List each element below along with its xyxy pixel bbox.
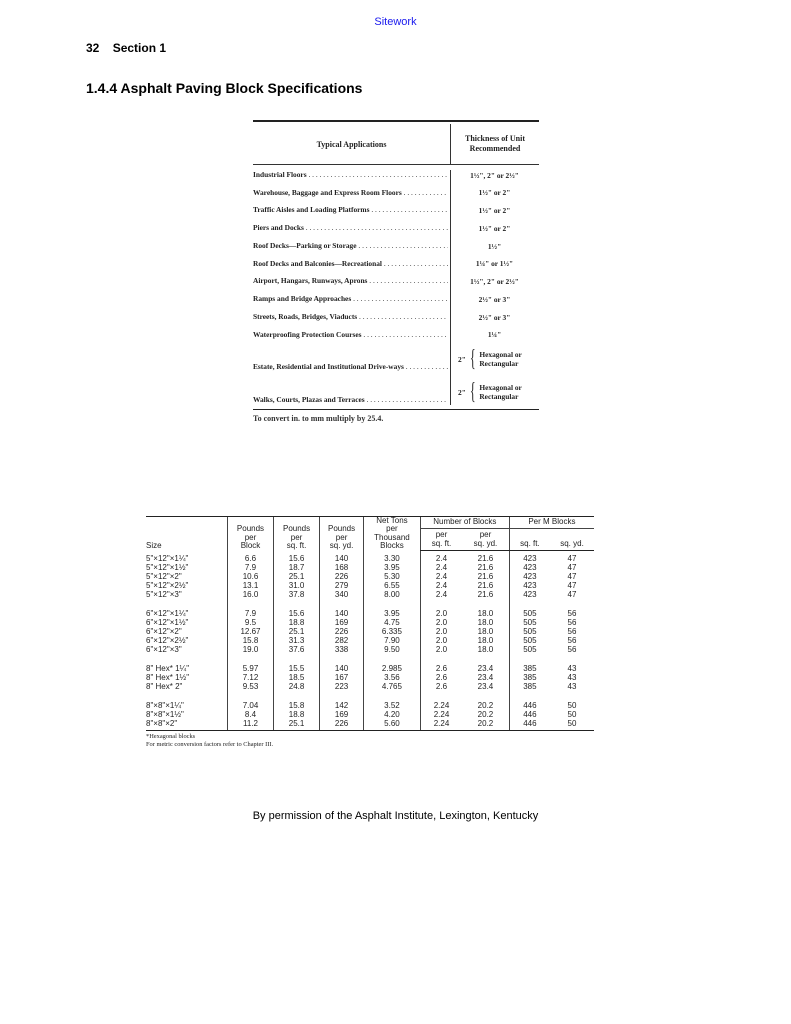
- application-text: Roof Decks—Parking or Storage . . .: [253, 241, 448, 252]
- value-cell: 56: [567, 627, 577, 637]
- table-row: [146, 719, 594, 730]
- value-cell: 50: [567, 719, 577, 729]
- header-perm-sqft: sq. ft.: [509, 528, 550, 550]
- value-cell: 8.4: [227, 710, 273, 719]
- value-cell: 2.0: [420, 627, 462, 636]
- thickness-cell: 1¼" or 1½": [475, 259, 514, 269]
- header-pounds-per-block: [227, 517, 273, 551]
- thickness-cell: 1½" or 2": [478, 206, 511, 216]
- shape-options: [479, 383, 522, 402]
- value-cell: 23.4: [477, 664, 494, 674]
- value-cell: 31.3: [274, 636, 320, 645]
- value-cell: 47: [567, 554, 577, 564]
- value-cell: 338: [320, 645, 364, 654]
- spacer-cell: [420, 691, 462, 701]
- spacer-cell: [227, 599, 273, 609]
- value-cell: 446: [509, 710, 550, 719]
- spacer-cell: [550, 691, 594, 701]
- application-cell: [253, 205, 450, 216]
- shape-option: Hexagonal or: [479, 349, 522, 359]
- value-cell: 18.8: [274, 710, 320, 719]
- value-cell: 56: [567, 609, 577, 619]
- value-cell: 505: [509, 636, 550, 645]
- spacer-cell: [227, 654, 273, 664]
- table-row: [253, 170, 539, 181]
- value-cell: 25.1: [274, 627, 320, 636]
- table-row: [253, 276, 539, 287]
- spacer-cell: [462, 691, 509, 701]
- table-row: [146, 590, 594, 599]
- spacer-cell: [320, 691, 364, 701]
- table-bottom-rule: [253, 409, 539, 410]
- shape-option: Hexagonal or: [479, 382, 522, 392]
- value-cell: 446: [509, 719, 550, 730]
- table-row: [253, 347, 539, 372]
- thickness-cell: 1½" or 2": [478, 223, 511, 233]
- table-body: [253, 170, 539, 405]
- value-cell: 20.2: [477, 710, 494, 720]
- value-cell: 9.53: [227, 682, 273, 691]
- application-cell: [253, 362, 450, 373]
- thickness-cell: 1½", 2" or 2½": [470, 170, 519, 180]
- value-cell: 21.6: [477, 572, 494, 582]
- size-cell: 5"×12"×3": [146, 590, 182, 600]
- table-row: [253, 223, 539, 234]
- table-row: [146, 701, 594, 710]
- value-cell: 505: [509, 618, 550, 627]
- application-text: Waterproofing Protection Courses . . .: [253, 330, 448, 341]
- size-cell: 8"×8"×2": [146, 719, 178, 729]
- spacer-cell: [509, 691, 550, 701]
- value-cell: 21.6: [477, 554, 494, 564]
- footnote: For metric conversion factors refer to Chapter III.: [146, 740, 274, 748]
- value-cell: 10.6: [227, 572, 273, 581]
- header-line: per: [244, 532, 257, 542]
- size-cell: 8" Hex* 2": [146, 682, 183, 692]
- header-line: per: [479, 530, 492, 540]
- value-cell: 7.9: [227, 563, 273, 572]
- value-cell: 50: [567, 710, 577, 720]
- value-cell: 226: [320, 627, 364, 636]
- header-line: Block: [240, 541, 261, 551]
- header-pounds-per-sqft: [274, 517, 320, 551]
- value-cell: 423: [509, 572, 550, 581]
- thickness-cell: 1½": [487, 241, 502, 251]
- value-cell: 15.6: [274, 551, 320, 564]
- value-cell: 18.7: [274, 563, 320, 572]
- value-cell: 2.6: [420, 664, 462, 673]
- value-cell: 56: [567, 618, 577, 628]
- size-cell: 8" Hex* 1½": [146, 673, 190, 683]
- value-cell: 20.2: [477, 701, 494, 711]
- value-cell: 9.5: [227, 618, 273, 627]
- value-cell: 2.4: [420, 581, 462, 590]
- application-text: Ramps and Bridge Approaches . . .: [253, 294, 448, 305]
- header-line: per: [290, 532, 303, 542]
- header-line: sq. yd.: [473, 538, 498, 548]
- header-line: per: [335, 532, 348, 542]
- value-cell: 3.30: [364, 551, 421, 564]
- header-net-tons: [364, 517, 421, 551]
- value-cell: 18.0: [477, 636, 494, 646]
- application-text: Industrial Floors . . .: [253, 170, 448, 181]
- value-cell: 423: [509, 581, 550, 590]
- spacer-cell: [364, 599, 421, 609]
- value-cell: 23.4: [477, 673, 494, 683]
- applications-table: [253, 120, 539, 423]
- value-cell: 12.67: [227, 627, 273, 636]
- value-cell: 5.97: [227, 664, 273, 673]
- size-cell: 8" Hex* 1¼": [146, 664, 190, 674]
- value-cell: 16.0: [227, 590, 273, 599]
- value-cell: 9.50: [364, 645, 421, 654]
- value-cell: 8.00: [364, 590, 421, 599]
- value-cell: 43: [567, 673, 577, 683]
- size-cell: 8"×8"×1½": [146, 710, 184, 720]
- value-cell: 47: [567, 563, 577, 573]
- size-cell: 5"×12"×1½": [146, 563, 189, 573]
- value-cell: 7.90: [364, 636, 421, 645]
- table-row: [253, 312, 539, 323]
- application-text: Roof Decks and Balconies—Recreational . . .: [253, 259, 448, 270]
- value-cell: 6.55: [364, 581, 421, 590]
- table-row: [146, 673, 594, 682]
- credit-line: By permission of the Asphalt Institute, Lexington, Kentucky: [252, 810, 539, 822]
- spacer-cell: [550, 599, 594, 609]
- header-line: sq. ft.: [286, 541, 307, 551]
- value-cell: 23.4: [477, 682, 494, 692]
- header-size: Size: [146, 517, 227, 551]
- value-cell: 21.6: [477, 590, 494, 600]
- value-cell: 56: [567, 636, 577, 646]
- table-row: [253, 259, 539, 270]
- value-cell: 25.1: [274, 719, 320, 730]
- table-row: [253, 380, 539, 405]
- application-text: Traffic Aisles and Loading Platforms . . .: [253, 205, 448, 216]
- table-row: [146, 618, 594, 627]
- running-head: [86, 41, 166, 55]
- column-divider: [450, 170, 451, 405]
- spacer-cell: [320, 599, 364, 609]
- table-row: [146, 627, 594, 636]
- sitework-link[interactable]: Sitework: [374, 16, 417, 28]
- thickness-cell: [450, 380, 539, 405]
- size-cell: 6"×12"×1¼": [146, 609, 189, 619]
- table-row: [146, 551, 594, 564]
- value-cell: 140: [320, 609, 364, 618]
- spacer-cell: [320, 654, 364, 664]
- application-cell: [253, 276, 450, 287]
- value-cell: 2.4: [420, 572, 462, 581]
- group-spacer: [146, 691, 594, 701]
- size-cell: 6"×12"×1½": [146, 618, 189, 628]
- table-row: [253, 205, 539, 216]
- application-cell: [253, 223, 450, 234]
- application-cell: [253, 395, 450, 406]
- table-row: [146, 572, 594, 581]
- value-cell: 37.6: [274, 645, 320, 654]
- footnote: *Hexagonal blocks: [146, 733, 196, 741]
- value-cell: 56: [567, 645, 577, 655]
- table-row: [146, 636, 594, 645]
- table-row: [146, 609, 594, 618]
- spacer-cell: [274, 599, 320, 609]
- spacer-cell: [274, 654, 320, 664]
- thickness-cell: [450, 347, 539, 372]
- thickness-cell: 2½" or 3": [478, 294, 511, 304]
- thickness-cell: 1½", 2" or 2½": [470, 277, 519, 287]
- value-cell: 3.95: [364, 609, 421, 618]
- value-cell: 2.24: [420, 710, 462, 719]
- value-cell: 5.60: [364, 719, 421, 730]
- value-cell: 7.04: [227, 701, 273, 710]
- header-blocks-per-sqft: [420, 528, 462, 550]
- value-cell: 2.24: [420, 701, 462, 710]
- table-row: [253, 294, 539, 305]
- header-line: sq. ft.: [431, 538, 452, 548]
- value-cell: 18.8: [274, 618, 320, 627]
- header-thickness: Thickness of Unit Recommended: [464, 134, 525, 153]
- header-line: per: [435, 530, 448, 540]
- table-footnotes: [146, 733, 594, 748]
- spacer-cell: [462, 599, 509, 609]
- spacer-cell: [364, 654, 421, 664]
- value-cell: 2.985: [364, 664, 421, 673]
- value-cell: 226: [320, 572, 364, 581]
- application-cell: [253, 170, 450, 181]
- value-cell: 13.1: [227, 581, 273, 590]
- table-header: [253, 124, 539, 165]
- brace-glyph: {: [469, 379, 476, 406]
- shape-options: [479, 350, 522, 369]
- spacer-cell: [462, 654, 509, 664]
- size-cell: 5"×12"×2½": [146, 581, 189, 591]
- value-cell: 423: [509, 590, 550, 599]
- value-cell: 18.0: [477, 618, 494, 628]
- value-cell: 5.30: [364, 572, 421, 581]
- header-line: per: [386, 524, 398, 534]
- value-cell: 2.6: [420, 673, 462, 682]
- value-cell: 2.0: [420, 636, 462, 645]
- size-cell: 6"×12"×2": [146, 627, 182, 637]
- header-line: sq. yd.: [329, 541, 354, 551]
- header-applications: Typical Applications: [253, 124, 451, 164]
- application-text: Estate, Residential and Institutional Drive-ways . . .: [253, 362, 448, 373]
- value-cell: 385: [509, 673, 550, 682]
- size-cell: 6"×12"×2½": [146, 636, 189, 646]
- spacer-cell: [364, 691, 421, 701]
- shape-option: Rectangular: [479, 359, 519, 369]
- header-line: Blocks: [380, 541, 404, 551]
- table-row: [146, 645, 594, 654]
- table-body: [146, 551, 594, 731]
- section-title: 1.4.4 Asphalt Paving Block Specifications: [86, 80, 363, 96]
- thickness-value: 2": [458, 387, 466, 397]
- value-cell: 6.335: [364, 627, 421, 636]
- value-cell: 18.0: [477, 627, 494, 637]
- table-row: [253, 330, 539, 341]
- thickness-cell: 2½" or 3": [478, 312, 511, 322]
- value-cell: 3.95: [364, 563, 421, 572]
- value-cell: 2.4: [420, 590, 462, 599]
- header-number-of-blocks: Number of Blocks: [420, 517, 509, 529]
- table-row: [146, 710, 594, 719]
- table-row: [146, 563, 594, 572]
- table-row: [253, 241, 539, 252]
- spacer-cell: [227, 691, 273, 701]
- brace-glyph: {: [469, 346, 476, 373]
- value-cell: 50: [567, 701, 577, 711]
- value-cell: 168: [320, 563, 364, 572]
- value-cell: 505: [509, 645, 550, 654]
- value-cell: 20.2: [477, 719, 494, 729]
- value-cell: 226: [320, 719, 364, 730]
- header-blocks-per-sqyd: [462, 528, 509, 550]
- value-cell: 423: [509, 551, 550, 564]
- spacer-cell: [509, 654, 550, 664]
- value-cell: 2.4: [420, 563, 462, 572]
- value-cell: 167: [320, 673, 364, 682]
- value-cell: 11.2: [227, 719, 273, 730]
- value-cell: 4.20: [364, 710, 421, 719]
- header-pounds-per-sqyd: [320, 517, 364, 551]
- spacer-cell: [146, 654, 227, 664]
- value-cell: 18.0: [477, 645, 494, 655]
- value-cell: 3.56: [364, 673, 421, 682]
- application-cell: [253, 259, 450, 270]
- section-label: Section 1: [112, 41, 167, 55]
- application-cell: [253, 188, 450, 199]
- value-cell: 385: [509, 664, 550, 673]
- application-cell: [253, 312, 450, 323]
- thickness-value: 2": [458, 354, 466, 364]
- header-line: Net Tons: [376, 516, 408, 525]
- value-cell: 2.0: [420, 609, 462, 618]
- size-cell: 8"×8"×1¼": [146, 701, 184, 711]
- value-cell: 18.5: [274, 673, 320, 682]
- page-number: 32: [86, 41, 100, 55]
- value-cell: 3.52: [364, 701, 421, 710]
- value-cell: 25.1: [274, 572, 320, 581]
- value-cell: 7.12: [227, 673, 273, 682]
- spacer-cell: [509, 599, 550, 609]
- value-cell: 21.6: [477, 563, 494, 573]
- value-cell: 19.0: [227, 645, 273, 654]
- value-cell: 47: [567, 572, 577, 582]
- value-cell: 2.6: [420, 682, 462, 691]
- table-row: [146, 682, 594, 691]
- header-line: Pounds: [283, 524, 311, 534]
- value-cell: 47: [567, 581, 577, 591]
- value-cell: 15.5: [274, 664, 320, 673]
- application-text: Airport, Hangars, Runways, Aprons . . .: [253, 276, 448, 287]
- thickness-cell: 1½" or 2": [478, 188, 511, 198]
- value-cell: 169: [320, 618, 364, 627]
- value-cell: 15.8: [227, 636, 273, 645]
- value-cell: 2.24: [420, 719, 462, 730]
- value-cell: 505: [509, 609, 550, 618]
- value-cell: 140: [320, 664, 364, 673]
- application-text: Piers and Docks . . .: [253, 223, 448, 234]
- value-cell: 31.0: [274, 581, 320, 590]
- header-line: Pounds: [328, 524, 356, 534]
- application-cell: [253, 241, 450, 252]
- application-text: Walks, Courts, Plazas and Terraces . . .: [253, 395, 448, 406]
- value-cell: 385: [509, 682, 550, 691]
- table-row: [253, 188, 539, 199]
- size-cell: 5"×12"×1¼": [146, 553, 189, 563]
- thickness-cell: 1¼": [487, 330, 502, 340]
- value-cell: 140: [320, 551, 364, 564]
- table-top-rule: [253, 120, 539, 122]
- value-cell: 2.4: [420, 551, 462, 564]
- group-spacer: [146, 599, 594, 609]
- application-text: Warehouse, Baggage and Express Room Floors . . .: [253, 188, 448, 199]
- value-cell: 21.6: [477, 581, 494, 591]
- header-perm-sqyd: sq. yd.: [550, 528, 594, 550]
- value-cell: 24.8: [274, 682, 320, 691]
- value-cell: 340: [320, 590, 364, 599]
- spacer-cell: [274, 691, 320, 701]
- header-line: Pounds: [236, 524, 265, 534]
- value-cell: 37.8: [274, 590, 320, 599]
- table-row: [146, 581, 594, 590]
- header-line: Thousand: [374, 532, 410, 542]
- value-cell: 18.0: [477, 609, 494, 619]
- value-cell: 15.8: [274, 701, 320, 710]
- group-spacer: [146, 654, 594, 664]
- spacer-cell: [146, 691, 227, 701]
- value-cell: 43: [567, 664, 577, 674]
- size-cell: 5"×12"×2": [146, 572, 182, 582]
- shape-option: Rectangular: [479, 392, 519, 402]
- value-cell: 7.9: [227, 609, 273, 618]
- header-per-m-blocks: Per M Blocks: [509, 517, 594, 529]
- value-cell: 423: [509, 563, 550, 572]
- value-cell: 4.765: [364, 682, 421, 691]
- conversion-note: To convert in. to mm multiply by 25.4.: [253, 414, 384, 424]
- value-cell: 223: [320, 682, 364, 691]
- value-cell: 142: [320, 701, 364, 710]
- value-cell: 169: [320, 710, 364, 719]
- value-cell: 282: [320, 636, 364, 645]
- spacer-cell: [420, 599, 462, 609]
- value-cell: 505: [509, 627, 550, 636]
- value-cell: 47: [567, 590, 577, 600]
- value-cell: 2.0: [420, 645, 462, 654]
- value-cell: 43: [567, 682, 577, 692]
- value-cell: 15.6: [274, 609, 320, 618]
- value-cell: 2.0: [420, 618, 462, 627]
- spacer-cell: [146, 599, 227, 609]
- table-bottom-rule: [146, 730, 594, 731]
- value-cell: 4.75: [364, 618, 421, 627]
- application-text: Streets, Roads, Bridges, Viaducts . . .: [253, 312, 448, 323]
- value-cell: 446: [509, 701, 550, 710]
- application-cell: [253, 294, 450, 305]
- spacer-cell: [550, 654, 594, 664]
- value-cell: 6.6: [227, 551, 273, 564]
- table-row: [146, 664, 594, 673]
- value-cell: 279: [320, 581, 364, 590]
- block-weights-table: [146, 516, 594, 748]
- application-cell: [253, 330, 450, 341]
- size-cell: 6"×12"×3": [146, 645, 182, 655]
- spacer-cell: [420, 654, 462, 664]
